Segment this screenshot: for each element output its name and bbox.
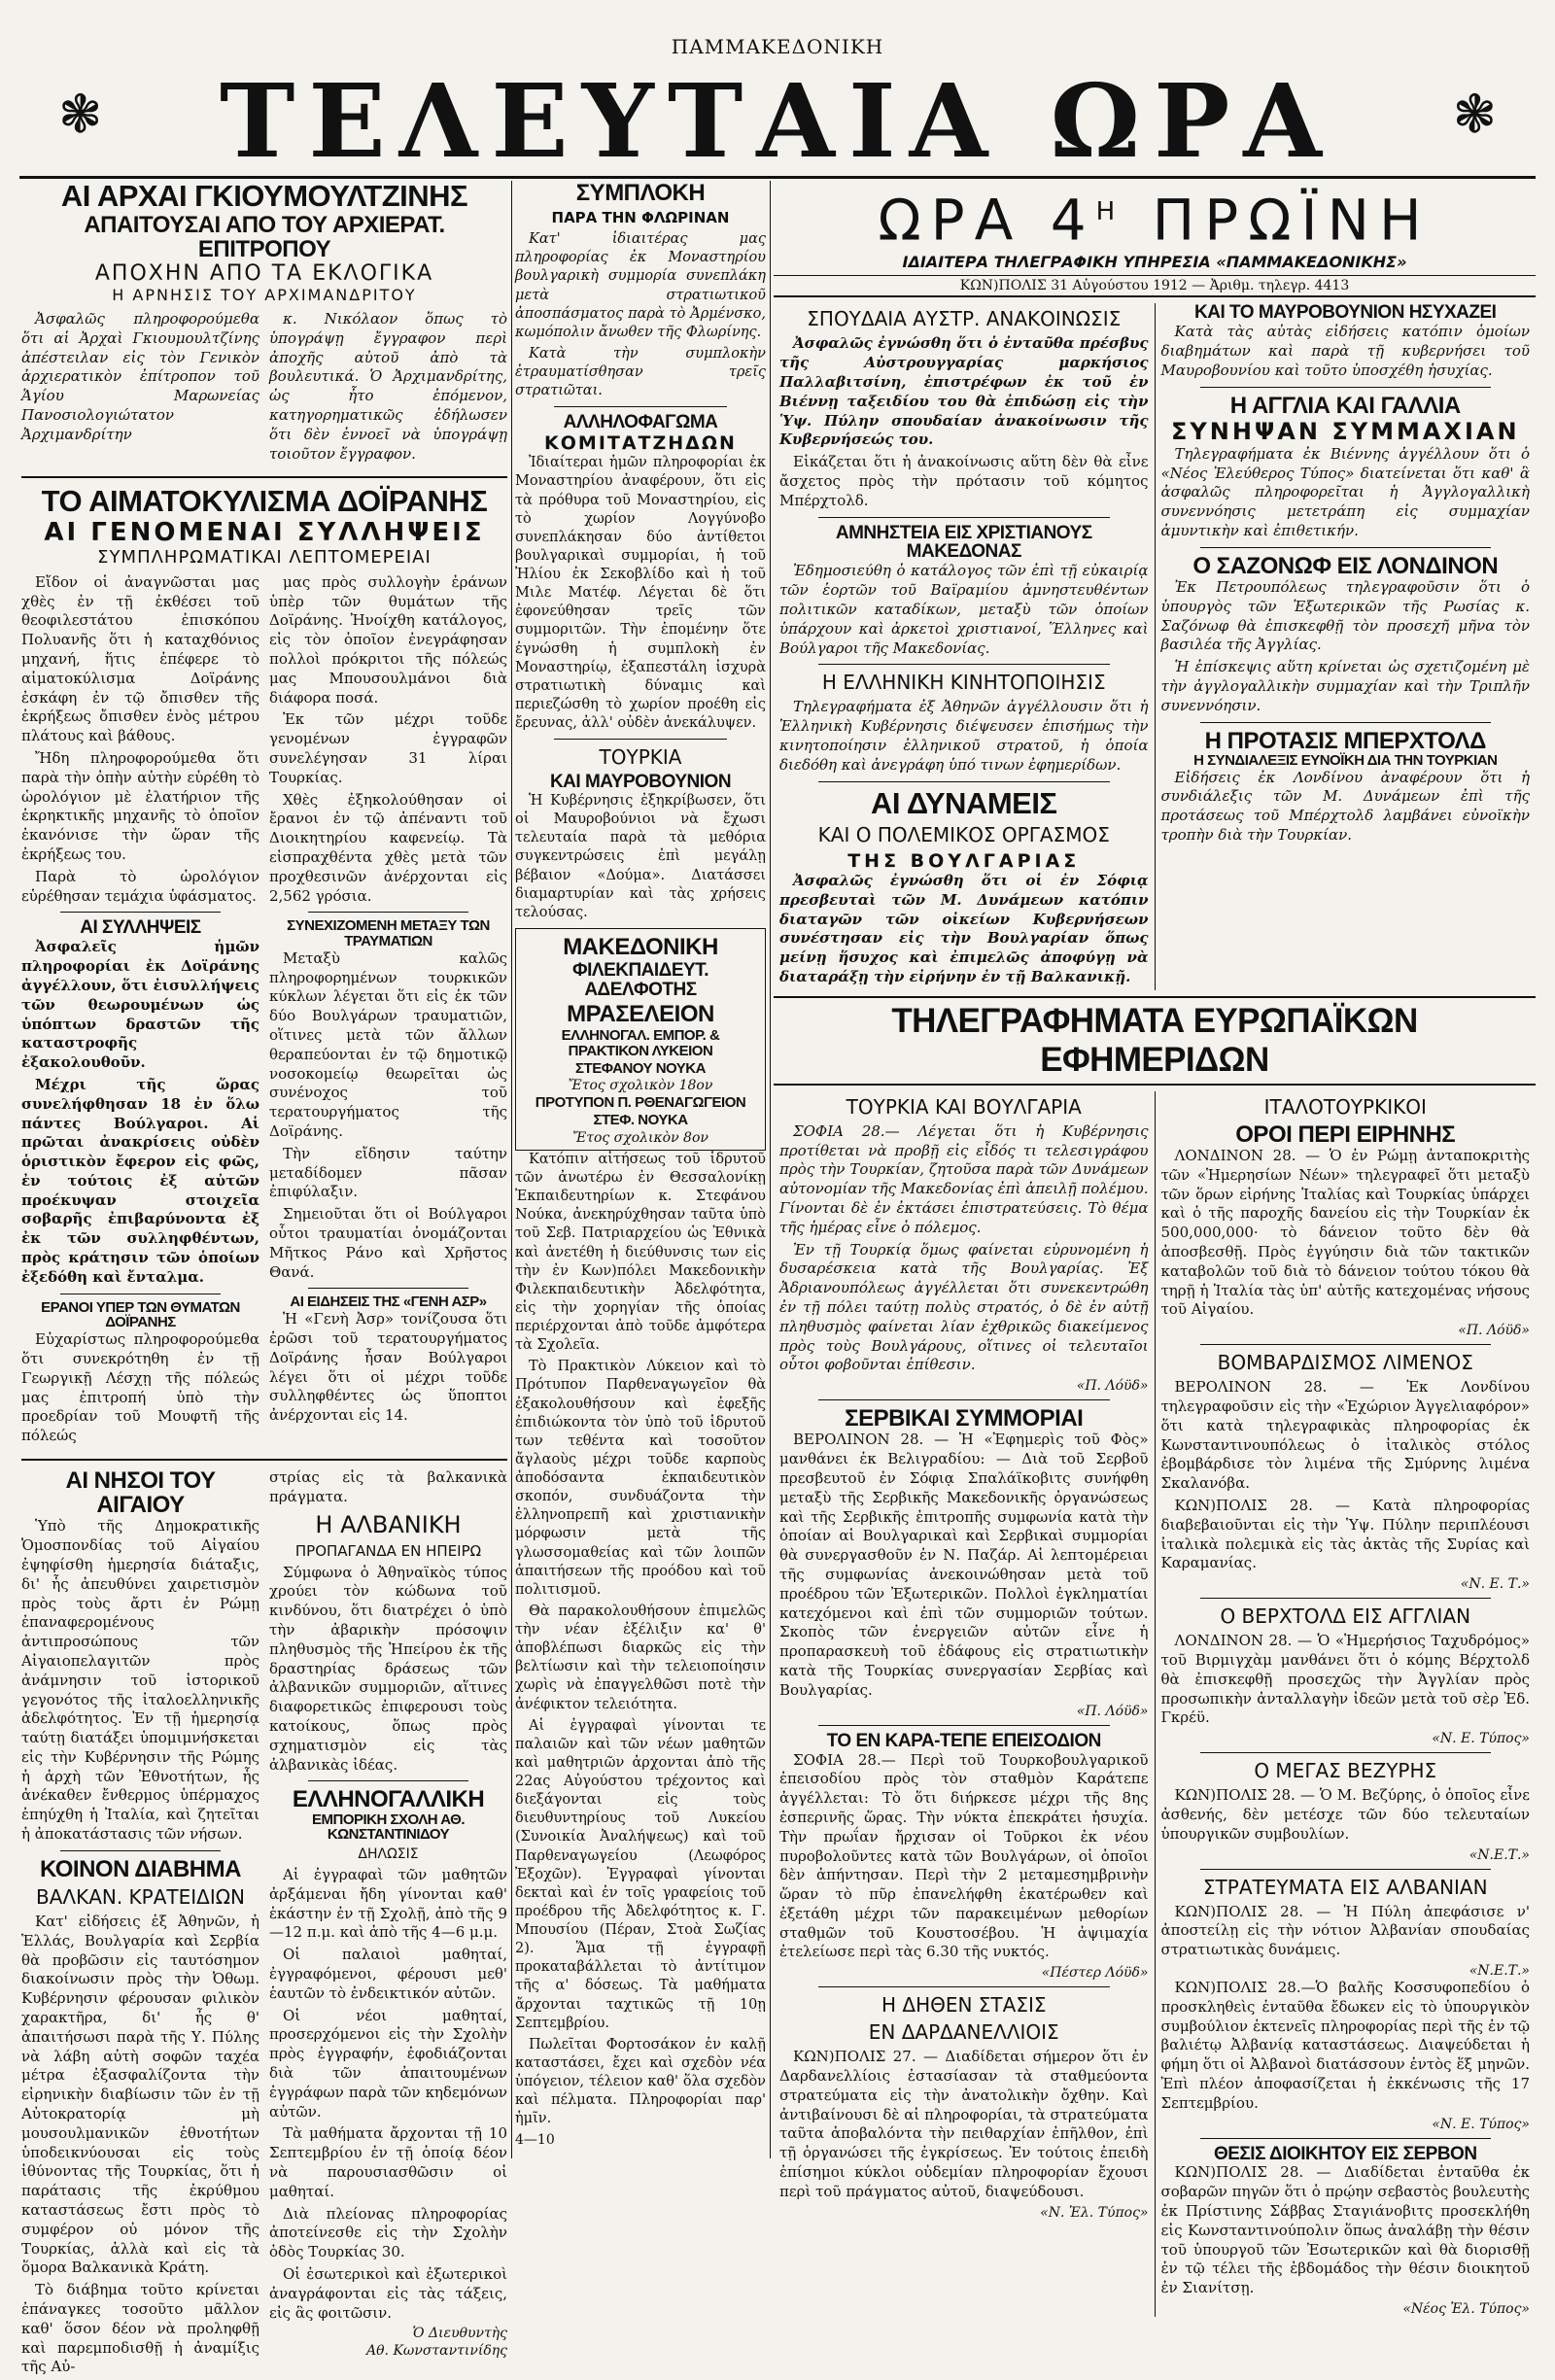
paragraph: Θὰ παρακολουθήσουν ἐπιμελῶς τὴν νέαν ἐξέλιξιν κα' θ' ἀποβλέπωσι διαρκῶς εἰς τὴν βελτίωσιν καὶ τὴν τελειοποίησιν χωρὶς νὰ ἐπαγγελθῶσι ποτὲ τὴν ἀνέφικτον τελειότητα. (515, 1603, 766, 1712)
source: «Νέος Ἐλ. Τύπος» (1402, 2301, 1530, 2318)
headline: ΚΑΙ ΤΟ ΜΑΥΡΟΒΟΥΝΙΟΝ ΗΣΥΧΑΖΕΙ (1194, 302, 1497, 324)
paragraph: Πωλεῖται Φορτοσάκον ἐν καλῇ καταστάσει, ἔχει καὶ σχεδὸν νέα ὑπόγειον, τέλειον καθ' ὅλα σχεδὸν καὶ πέλματα. Πληροφορίαι παρ' ἡμῖν. (515, 2036, 766, 2127)
paragraph: Ἀσφαλῶς πληροφορούμεθα ὅτι αἱ Ἀρχαὶ Γκιουμουλτζίνης ἀπέστειλαν εἰς τὸν Γενικὸν ἀρχιερατικὸν ἐπίτροπον τοῦ Ἁγίου Μαρωνείας Πανοσιολογιώτατον Ἀρχιμανδρίτην (21, 309, 259, 443)
ad-line: Ἔτος σχολικὸν 18ον (568, 1078, 713, 1094)
paragraph: Ὑπὸ τῆς Δημοκρατικῆς Ὁμοσπονδίας τοῦ Αἰγαίου ἐψηφίσθη ἡμερησία διάταξις, δι' ἧς ἀπευθύνει χαιρετισμὸν πρὸς τοὺς ἄρτι ἐν Ρώμῃ ἐπαναφερομένους ἀντιπροσώπους τῶν Αἰγαιοπελαγιτῶν πρὸς ἀνάμνησιν τοῦ ἱστορικοῦ γεγονότος τῆς ἰταλοελληνικῆς ἀδελφότητος. Ἐν τῇ ἡμερησίᾳ ταύτῃ διατάξει ὑπομιμνήσκεται εἰς τὴν Κυβέρνησιν τῆς Ρώμης ἡ ἀρχὴ τῶν Ἐθνοτήτων, ἧς ἀνέκαθεν ἔνθερμος ὑπέρμαχος ἐπηύχθη ἡ Ἰταλία, καὶ ζητεῖται ἡ ἀποκατάστασις τῶν νήσων. (21, 1517, 259, 1844)
headline: ΤΟΥΡΚΙΑ (599, 745, 682, 770)
paragraph: ΛΟΝΔΙΝΟΝ 28. — Ὁ ἐν Ρώμῃ ἀνταποκριτὴς τῶν «Ἡμερησίων Νέων» τηλεγραφεῖ ὅτι μεταξὺ τῶν ὅρων εἰρήνης Ἰταλίας καὶ Τουρκίας ὑπάρχει καὶ ὁ τῆς παροχῆς δανείου εἰς τὴν Τουρκίαν ἐκ 500,000,000· τὸ δάνειον τοῦτο δὲν θὰ ἀποσβεσθῇ. Πρὸς ἐγγύησιν διὰ τῶν τακτικῶν καταβολῶν τοῦ διὰ τὸ δάνειον τούτου τόκου θὰ τηρῇ ἡ Ἰταλία τὰς ὑπ' αὐτῆς κατεχομένας νήσους τοῦ Αἰγαίου. (1160, 1147, 1530, 1319)
title-part: ΩΡΑ 4 (878, 187, 1096, 254)
section-heading: ΑΙ ΕΙΔΗΣΕΙΣ ΤΗΣ «ΓΕΝΗ ΑΣΡ» (290, 1293, 487, 1311)
headline: Η ΑΓΓΛΙΑ ΚΑΙ ΓΑΛΛΙΑ (1229, 392, 1461, 419)
subheadline: ΑΙ ΓΕΝΟΜΕΝΑΙ ΣΥΛΛΗΨΕΙΣ (44, 517, 485, 547)
paragraph: ΚΩΝ)ΠΟΛΙΣ 28. — Διαδίδεται ἐνταῦθα ἐκ σοβαρῶν πηγῶν ὅτι ὁ πρῴην σεβαστὸς βουλευτὴς ἐκ Πρίστινης Σάββας Σταγιάνοβιτς προσεκλήθη εἰς Κωνσταντινούπολιν ὅπως ἀναλάβῃ τὴν θέσιν τοῦ ὑπουργοῦ τῶν Ἐσωτερικῶν καὶ θὰ διορισθῇ ἐν τῷ τέλει τῆς ἑβδομάδος τὴν θέσιν διοικητοῦ ἐν Σιανίτσῃ. (1160, 2163, 1530, 2297)
paragraph: Διὰ πλείονας πληροφορίας ἀποτείνεσθε εἰς τὴν Σχολὴν ὁδὸς Τουρκίας 30. (269, 2204, 507, 2261)
subheadline: ΕΜΠΟΡΙΚΗ ΣΧΟΛΗ ΑΘ. ΚΩΝΣΤΑΝΤΙΝΙΔΟΥ (312, 1811, 465, 1844)
subheadline: ΚΟΜΙΤΑΤΖΗΔΩΝ (544, 432, 737, 455)
paragraph: Μέχρι τῆς ὥρας συνελήφθησαν 18 ἐν ὅλω πάντες Βούλγαροι. Αἱ πρῶται ἀνακρίσεις οὐδὲν ὁριστικὸν ἔφερον εἰς φῶς, ἐν τούτοις ἐξ αὐτῶν προέκυψαν στοιχεῖα σοβαρῆς ἐπιβαρύνοντα ἐξ ἐκ τῶν συλληφθέντων, πρὸς κράτησιν τῶν ὁποίων ἐξεδόθη καὶ ἔνταλμα. (21, 1075, 259, 1286)
source: «Ν.Ε.Τ.» (1469, 1962, 1530, 1979)
masthead-title: ΤΕΛΕΥΤΑΙΑ ΩΡΑ (19, 64, 1536, 179)
headline: ΑΜΝΗΣΤΕΙΑ ΕΙΣ ΧΡΙΣΤΙΑΝΟΥΣ ΜΑΚΕΔΟΝΑΣ (835, 522, 1092, 563)
column-1 (21, 179, 507, 2376)
subheadline: ΤΗΣ ΒΟΥΛΓΑΡΙΑΣ (847, 850, 1081, 873)
source: «Ν.Ε.Τ.» (1469, 1846, 1530, 1863)
paragraph: Οἱ νέοι μαθηταί, προσερχόμενοι εἰς τὴν Σχολὴν πρὸς ἐγγραφήν, ἐφοδιάζονται διὰ τῶν ἀπαιτουμένων ἐγγράφων παρὰ τῶν κηδεμόνων αὐτῶν. (269, 2006, 507, 2121)
section-heading: ΑΙ ΣΥΛΛΗΨΕΙΣ (80, 917, 201, 939)
headline: Η ΔΗΘΕΝ ΣΤΑΣΙΣ (881, 1993, 1047, 2018)
paragraph: ΚΩΝ)ΠΟΛΙΣ 28. — Ἡ Πύλη ἀπεφάσισε ν' ἀποστείλῃ εἰς τὴν νότιον Ἀλβανίαν σπουδαίας στρατιωτικὰς δυνάμεις. (1160, 1902, 1530, 1959)
subheadline: ΠΡΟΠΑΓΑΝΔΑ ΕΝ ΗΠΕΙΡΩ (294, 1541, 482, 1560)
title-sup: Η (1095, 197, 1125, 226)
paragraph: Ἐδημοσιεύθη ὁ κατάλογος τῶν ἐπὶ τῇ εὐκαιρίᾳ τῶν ἑορτῶν τοῦ Βαϊραμίου ἀμνηστευθέντων πολιτικῶν καταδίκων, μεταξὺ τῶν ὁποίων ὑπάρχουν καὶ ἀρκετοὶ χριστιανοί, Ἕλληνες καὶ Βούλγαροι τῆς Μακεδονίας. (779, 562, 1149, 657)
paragraph: Αἱ ἐγγραφαὶ τῶν μαθητῶν ἀρξάμεναι ἤδη γίνονται καθ' ἑκάστην ἐν τῇ Σχολῇ, ἀπὸ τῆς 9—12 π.μ. καὶ ἀπὸ τῆς 4—6 μ.μ. (269, 1866, 507, 1942)
paragraph: Παρὰ τὸ ὡρολόγιον εὑρέθησαν τεμάχια ὑφάσματος. (21, 867, 259, 905)
headline: ΘΕΣΙΣ ΔΙΟΙΚΗΤΟΥ ΕΙΣ ΣΕΡΒΟΝ (1213, 2143, 1477, 2164)
paragraph: Σημειοῦται ὅτι οἱ Βούλγαροι οὗτοι τραυματίαι ὀνομάζονται Μῆτκος Ράνο καὶ Χρῆστος Θανά. (269, 1205, 507, 1281)
ad-line: ΣΤΕΦ. ΝΟΥΚΑ (593, 1112, 688, 1129)
source: «Π. Λόϋδ» (1076, 1703, 1149, 1719)
telegraph-service: ΙΔΙΑΙΤΕΡΑ ΤΗΛΕΓΡΑΦΙΚΗ ΥΠΗΡΕΣΙΑ «ΠΑΜΜΑΚΕΔΟΝΙΚΗΣ» (902, 253, 1407, 272)
paragraph: Τὰ μαθήματα ἄρχονται τῇ 10 Σεπτεμβρίου ἐν τῇ ὁποίᾳ δέον νὰ παρουσιασθῶσιν οἱ μαθηταί. (269, 2124, 507, 2200)
paragraph: Κατὰ τὰς αὐτὰς εἰδήσεις κατόπιν ὁμοίων διαβημάτων καὶ παρὰ τῇ κυβερνήσει τοῦ Μαυροβουνίου καὶ τοῦτο ὑποσχέθη ἡσυχίας. (1160, 323, 1530, 379)
paragraph: Οἱ ἐσωτερικοὶ καὶ ἐξωτερικοὶ ἀναγράφονται εἰς τὰς τάξεις, εἰς ἃς φοιτῶσιν. (269, 2264, 507, 2322)
headline: Ο ΒΕΡΧΤΟΛΔ ΕΙΣ ΑΓΓΛΙΑΝ (1220, 1604, 1471, 1629)
source: «Π. Λόϋδ» (1076, 1378, 1149, 1395)
headline: Ο ΣΑΖΟΝΩΦ ΕΙΣ ΛΟΝΔΙΝΟΝ (1192, 552, 1499, 579)
paragraph: ΛΟΝΔΙΝΟΝ 28. — Ὁ «Ἡμερήσιος Ταχυδρόμος» τοῦ Βιρμιγχὰμ μανθάνει ὅτι ὁ κόμης Βέρχτολδ θὰ ἐπισκεφθῇ προσεχῶς τὴν Ἀγγλίαν πρὸς προσωπικὴν ἀνταλλαγὴν ἰδεῶν μετὰ τοῦ σὲρ Ἐδ. Γκρέϋ. (1160, 1632, 1530, 1727)
paragraph: Τηλεγραφήματα ἐξ Ἀθηνῶν ἀγγέλλουσιν ὅτι ἡ Ἑλληνικὴ Κυβέρνησις διέψευσεν ἐπισήμως τὴν κινητοποίησιν ἑλληνικοῦ στρατοῦ, ἡ ὁποία διεδόθη καὶ ἀνεγράφη ὑπό τινων ἐφημερίδων. (779, 698, 1149, 774)
paragraph: Εὐχαρίστως πληροφορούμεθα ὅτι συνεκρότηθη ἐν τῇ Γεωργικῇ Λέσχῃ τῆς πόλεώς μας ἐπιτροπή ὑπὸ τὴν προεδρίαν τοῦ Μουφτῆ τῆς πόλεώς (21, 1330, 259, 1445)
paragraph: Ἐκ Πετρουπόλεως τηλεγραφοῦσιν ὅτι ὁ ὑπουργὸς τῶν Ἐξωτερικῶν τῆς Ρωσίας κ. Σαζόνωφ θὰ ἐπισκεφθῇ τὸν προσεχῆ μῆνα τὸν βασιλέα τῆς Ἀγγλίας. (1160, 578, 1530, 654)
source: «Ν. Ε. Τύπος» (1432, 2116, 1530, 2132)
paragraph: ΣΟΦΙΑ 28.— Λέγεται ὅτι ἡ Κυβέρνησις προτίθεται νὰ προβῇ εἰς εἶδός τι τελεσιγράφου πρὸς τὴν Τουρκίαν, ζητοῦσα παρὰ τῶν Δυνάμεων αὐτονομίαν τῆς Μακεδονίας ἐπὶ ἀπειλῇ πολέμου. Γίνονται δὲ ἐν ἐκτάσει ἐπιστρατεύσεις. Τὸ θέμα τῆς ἡμέρας εἶνε ὁ πόλεμος. (779, 1121, 1149, 1236)
paragraph: Ἀσφαλῶς ἐγνώσθη ὅτι ὁ ἐνταῦθα πρέσβυς τῆς Αὐστρουγγαρίας μαρκήσιος Παλλαβιτσίνη, ἐπιστρέφων ἐκ τοῦ ἐν Βιέννῃ ταξειδίου του θὰ ἐπιδώσῃ εἰς τὴν Ὑψ. Πύλην σπουδαίαν ἀνακοίνωσιν τῆς Κυβερνήσεώς του. (779, 334, 1149, 449)
paragraph: Χθὲς ἐξηκολούθησαν οἱ ἔρανοι ἐν τῷ ἀπέναντι τοῦ Διοικητηρίου καφενείῳ. Τὰ εἰσπραχθέντα χθὲς μετὰ τῶν προχθεσινῶν ἀνέρχονται εἰς 2,562 γρόσια. (269, 790, 507, 905)
headline: Η ΕΛΛΗΝΙΚΗ ΚΙΝΗΤΟΠΟΙΗΣΙΣ (821, 671, 1106, 695)
source: «Π. Λόϋδ» (1458, 1323, 1530, 1339)
paragraph: ΚΩΝ)ΠΟΛΙΣ 27. — Διαδίδεται σήμερον ὅτι ἐν Δαρδανελλίοις ἐστασίασαν τὰ σταθμεύοντα στρατεύματα εἰς τὴν ἀνατολικὴν ὄχθην. Καὶ ἀντιβαίνουσι δὲ αἱ πληροφορίαι, τὰ στρατεύματα ταῦτα ἀποβαλόντα τὴν πειθαρχίαν ἐπῆλθον, ἐπὶ τῇ ὀργανώσει τῆς ἐγκρίσεως. Ἐν τούτοις ἐπειδὴ ἐπίσημοι κύκλοι οὐδεμίαν πληροφορίαν ἔχουσι περὶ τοῦ πράγματος αὐτοῦ, διαψεύδουσι. (779, 2048, 1149, 2200)
ornament-left-icon: ❃ (58, 84, 103, 145)
paragraph: Τὴν εἴδησιν ταύτην μεταδίδομεν πᾶσαν ἐπιφύλαξιν. (269, 1144, 507, 1201)
late-edition-title (774, 179, 1536, 253)
paragraph: Μεταξὺ καλῶς πληροφορημένων τουρκικῶν κύκλων λέγεται ὅτι εἰς ἐκ τῶν δύο Βουλγάρων τραυματιῶν, οἵτινες μετὰ τῶν ἄλλων θεραπεύονται ἐν τῷ δημοτικῷ νοσοκομείῳ θεωρεῖται ὡς συνένοχος τοῦ τερατουργήματος τῆς Δοϊράνης. (269, 949, 507, 1141)
ad-line: ΠΡΟΤΥΠΟΝ Π. ΡΘΕΝΑΓΩΓΕΙΟΝ (535, 1094, 746, 1112)
paragraph: Κατόπιν αἰτήσεως τοῦ ἱδρυτοῦ τῶν ἀνωτέρω ἐν Θεσσαλονίκῃ Ἐκπαιδευτηρίων κ. Στεφάνου Νούκα, ἀνεκηρύχθησαν ταῦτα ὑπὸ τοῦ Σεβ. Πατριαρχείου ὡς Ἐθνικὰ καὶ ἀνετέθη ἡ διεύθυνσις των εἰς τὴν ἐν Κων)πόλει Μακεδονικὴν Φιλεκπαιδευτικὴν Ἀδελφότητα, εἰς τὴν χορηγίαν τῆς ὁποίας περιέρχονται ἀπὸ τοῦδε ἀμφότερα τὰ Σχολεῖα. (515, 1151, 766, 1354)
subheadline: ΒΑΛΚΑΝ. ΚΡΑΤΕΙΔΙΩΝ (36, 1885, 245, 1910)
dateline: ΚΩΝ)ΠΟΛΙΣ 31 Αὐγούστου 1912 — Ἀριθμ. τηλεγρ. 4413 (774, 275, 1536, 297)
ad-title: ΜΑΚΕΔΟΝΙΚΗ (563, 933, 718, 960)
paragraph: Αἱ ἐγγραφαὶ γίνονται τε παλαιῶν καὶ τῶν νέων μαθητῶν καὶ μαθητριῶν ἀρχονται ἀπὸ τῆς 22ας Αὐγούστου τρέχοντος καὶ διεξάγονται εἰς τοὺς διευθυντηρίους τοῦ Λυκείου (Συνοικία Ἀναλήψεως) καὶ τοῦ Παρθεναγωγείου (Λεωφόρος Ἐξοχῶν). Ἐγγραφαὶ γίνονται δεκταὶ καὶ ἐν τοῖς γραφείοις τοῦ προέδρου τῆς Ἀδελφότητος κ. Γ. Μπουσίου (Πέραν, Στοὰ Σωζίας 2). Ἅμα τῇ ἐγγραφῇ προκαταβάλλεται τὸ ἀντίτιμον τῆς α' δόσεως. Τὰ μαθήματα ἄρχονται ταχτικῶς τῇ 10ῃ Σεπτεμβρίου. (515, 1717, 766, 2031)
headline: ΑΙ ΑΡΧΑΙ ΓΚΙΟΥΜΟΥΛΤΖΙΝΗΣ (60, 179, 468, 213)
headline: Η ΑΛΒΑΝΙΚΗ (315, 1510, 462, 1538)
paragraph: Οἱ παλαιοὶ μαθηταί, ἐγγραφόμενοι, φέρουσι μεθ' ἑαυτῶν τὸ ἐνδεικτικόν αὐτῶν. (269, 1946, 507, 2002)
subheadline: Η ΣΥΝΔΙΑΛΕΞΙΣ ΕΥΝΟΪΚΗ ΔΙΑ ΤΗΝ ΤΟΥΡΚΙΑΝ (1193, 751, 1498, 769)
headline: ΚΟΙΝΟΝ ΔΙΑΒΗΜΑ (40, 1855, 241, 1882)
headline: ΒΟΜΒΑΡΔΙΣΜΟΣ ΛΙΜΕΝΟΣ (1217, 1351, 1473, 1375)
article-doirani (21, 486, 507, 1449)
headline: ΤΟ ΑΙΜΑΤΟΚΥΛΙΣΜΑ ΔΟΪΡΑΝΗΣ (41, 484, 488, 519)
column-3 (774, 181, 1536, 2318)
paragraph: Κατὰ τὴν συμπλοκὴν ἐτραυματίσθησαν τρεῖς στρατιῶται. (515, 345, 766, 399)
paragraph: ΚΩΝ)ΠΟΛΙΣ 28.—Ὁ βαλῆς Κοσσυφοπεδίου ὁ προσκληθεὶς ἐνταῦθα ἔδωκεν εἰς τὸ ὑπουργικὸν συμβούλιον ἐκτενεῖς πληροφορίας περὶ τῆς ἐν τῷ βαλιέτῳ Ἀλβανίᾳ καταστάσεως. Διαψεύδεται ἡ φήμη ὅτι οἱ Ἀλβανοὶ διατάσσουν ἐντὸς ἕξ μηνῶν. Ἐπὶ πλέον ἀποφασίζεται ἡ ἐκκένωσις τῆς 17 Σεπτεμβρίου. (1160, 1978, 1530, 2112)
paragraph: κ. Νικόλαον ὅπως τὸ ὑπογράψῃ ἔγγραφον περὶ ἀποχῆς αὐτοῦ ἀπὸ τὰ βουλευτικά. Ὁ Ἀρχιμανδρίτης, ὡς ἦτο ἑπόμενον, κατηγορηματικῶς ἐδήλωσεν ὅτι δὲν ἐννοεῖ νὰ ὑπογράψῃ τοιοῦτον ἔγγραφον. (269, 309, 507, 463)
article-gkioumoultzini (21, 181, 507, 466)
ad-line: ΣΤΕΦΑΝΟΥ ΝΟΥΚΑ (575, 1059, 706, 1077)
subheadline: Η ΑΡΝΗΣΙΣ ΤΟΥ ΑΡΧΙΜΑΝΔΡΙΤΟΥ (112, 285, 417, 304)
paragraph: στρίας εἰς τὰ βαλκανικὰ πράγματα. (269, 1467, 507, 1505)
paper-name: ΠΑΜΜΑΚΕΔΟΝΙΚΗ (671, 35, 884, 58)
paragraph: Ἀσφαλῶς ἐγνώσθη ὅτι οἱ ἐν Σόφιᾳ πρεσβευταὶ τῶν Μ. Δυνάμεων κατόπιν διαταγῶν τῶν οἰκείων Κυβερνήσεων συνέστησαν εἰς τὴν Βουλγαρίαν ὅπως μείνῃ ἥσυχος καὶ ἐπιμελῶς ἀποφύγῃ νὰ διαταράξῃ τὴν εἰρήνην ἐν τῇ Βαλκανικῇ. (779, 872, 1149, 986)
paragraph: Τηλεγραφήματα ἐκ Βιέννης ἀγγέλλουν ὅτι ὁ «Νέος Ἐλεύθερος Τύπος» διατείνεται ὅτι καθ' ἃ ἀσφαλῶς πληροφορεῖται ἡ Ἀγγλογαλλικὴ συνεννόησις μετετράπη εἰς συμμαχίαν ἀμυντικὴν καὶ ἐπιθετικήν. (1160, 444, 1530, 540)
source: «Ν. Ἐλ. Τύπος» (1040, 2204, 1149, 2221)
headline: ΣΕΡΒΙΚΑΙ ΣΥΜΜΟΡΙΑΙ (845, 1405, 1084, 1432)
subheadline: ΟΡΟΙ ΠΕΡΙ ΕΙΡΗΝΗΣ (1235, 1121, 1456, 1148)
subheadline: ΠΑΡΑ ΤΗΝ ΦΛΩΡΙΝΑΝ (551, 209, 730, 227)
paragraph: ΒΕΡΟΛΙΝΟΝ 28. — Ἡ «Ἐφημερὶς τοῦ Φὸς» μανθάνει ἐκ Βελιγραδίου: — Διὰ τοῦ Σερβοῦ πρεσβευτοῦ ἐν Σόφιᾳ Σπαλάϊκοβιτς συνήφθη μεταξὺ τῆς Σερβικῆς Μακεδονικῆς ὀργανώσεως καὶ τῆς Σερβικῆς ἐπιτροπῆς συμφωνία κατὰ τὴν ὁποίαν αἱ Βουλγαρικαὶ καὶ Σερβικαὶ συμμορίαι θὰ συνεργασθοῦν ἐν Ν. Παζάρ. Αἱ λεπτομέρειαι τῆς συμφωνίας ἀνεκοινώθησαν μετὰ τοῦ προέδρου τῶν Ἐξωτερικῶν. Πολλοὶ ἐγκληματίαι κατεχόμενοι καὶ ἐπὶ τῶν συμμοριῶν τούτων. Σκοπὸς τῶν ἐνεργειῶν αὐτῶν εἶνε ἡ προπαρασκευὴ τοῦ ἐδάφους εἰς στρατιωτικὴν κατὰ τῆς Τουρκίας συνεργασίαν Σερβίας καὶ Βουλγαρίας. (779, 1431, 1149, 1699)
paragraph: Κατ' ἰδιαιτέρας μας πληροφορίας ἐκ Μοναστηρίου βουλγαρικὴ συμμορία συνεπλάκη μετὰ στρατιωτικοῦ ἀποσπάσματος παρὰ τὸ Ἀρμένσκο, κωμόπολιν ἄνωθεν τῆς Φλωρίνης. (515, 231, 766, 340)
paragraph: Ἤδη πληροφορούμεθα ὅτι παρὰ τὴν ὀπὴν αὐτὴν εὑρέθη τὸ ὡρολόγιον μὲ ἐλατήριον τῆς ἐκρηκτικῆς μηχανῆς τὸ ὁποῖον ἐκανόνισε τὴν ὥραν τῆς ἐκρήξεως του. (21, 749, 259, 863)
paragraph: Κατ' εἰδήσεις ἐξ Ἀθηνῶν, ἡ Ἑλλάς, Βουλγαρία καὶ Σερβία θὰ προβῶσιν εἰς ταυτόσημον διακοίνωσιν πρὸς τὴν Ὀθωμ. Κυβέρνησιν φέρουσαν φιλικὸν χαρακτῆρα, δι' ἧς θ' ἀπαιτήσωσι παρὰ τῆς Υ. Πύλης νὰ λάβη αὐτὴ σοφῶν ταχέα μέτρα ἐξασφαλίζοντα τὴν εἰρηνικὴν διαβίωσιν τῶν ἐν τῇ Αὐτοκρατορίᾳ μὴ μουσουλμανικῶν ἐθνοτήτων ὑποδεικνύουσαι εἰς τοὺς ἰθύνοντας τῆς Τουρκίας, ὅτι ἡ παράτασις τῆς ἐκρύθμου καταστάσεως ἔστι πρὸς τὸ συμφέρον οὐ μόνον τῆς Τουρκίας, ἀλλὰ καὶ εἰς τὰ ὅμορα Βαλκανικὰ Κράτη. (21, 1913, 259, 2277)
subheadline: ΚΑΙ ΜΑΥΡΟΒΟΥΝΙΟΝ (549, 772, 732, 793)
section-banner: ΤΗΛΕΓΡΑΦΗΜΑΤΑ ΕΥΡΩΠΑΪΚΩΝ ΕΦΗΜΕΡΙΔΩΝ (774, 996, 1536, 1086)
paragraph: Τὸ Πρακτικὸν Λύκειον καὶ τὸ Πρότυπον Παρθεναγωγεῖον θὰ ἐξακολουθήσουν καὶ ἐφεξῆς ἐπιδιώκοντα τὸν ὑπὸ τοῦ ἱδρυτοῦ των τεθέντα καὶ τοσοῦτον ἄγλαοὺς μέχρι τοῦδε καρποὺς ἀποδόσαντα ἐκπαιδευτικὸν σκοπόν, συνδυάζοντα τὴν ἑλληνοπρεπῆ καὶ χριστιανικὴν μόρφωσιν μετὰ τῆς γλωσσομαθείας καὶ τῶν λοιπῶν ἀπαιτήσεων τῆς προόδου καὶ τοῦ πολιτισμοῦ. (515, 1359, 766, 1598)
column-2 (515, 181, 766, 2158)
headline: ΤΟΥΡΚΙΑ ΚΑΙ ΒΟΥΛΓΑΡΙΑ (846, 1094, 1082, 1119)
ad-line: ΦΙΛΕΚΠΑΙΔΕΥΤ. ΑΔΕΛΦΟΤΗΣ (572, 960, 708, 1001)
headline: Ο ΜΕΓΑΣ ΒΕΖΥΡΗΣ (1254, 1759, 1437, 1783)
signature: Αθ. Κωνσταντινίδης (366, 2343, 507, 2360)
ad-code: 4—10 (515, 2132, 555, 2149)
subheadline: ΔΗΛΩΣΙΣ (358, 1846, 419, 1862)
paragraph: Ἡ ἐπίσκεψις αὕτη κρίνεται ὡς σχετιζομένη μὲ τὴν ἀγγλογαλλικὴν συμμαχίαν καὶ τὴν Τριπλῆν συνεννόησιν. (1160, 658, 1530, 714)
ornament-right-icon: ❃ (1452, 84, 1497, 145)
ad-line: ΕΛΛΗΝΟΓΑΛ. ΕΜΠΟΡ. & ΠΡΑΚΤΙΚΟΝ ΛΥΚΕΙΟΝ (561, 1027, 720, 1059)
paragraph: Εἰκάζεται ὅτι ἡ ἀνακοίνωσις αὕτη δὲν θὰ εἶνε ἄσχετος πρὸς τὴν πρότασιν τοῦ κόμητος Μπέρχτολδ. (779, 453, 1149, 509)
paragraph: ΣΟΦΙΑ 28.— Περὶ τοῦ Τουρκοβουλγαρικοῦ ἐπεισοδίου πρὸς τὸν σταθμὸν Καράτεπε ἀγγέλλεται: Τὸ ὅτι διήρκεσε μέχρι τῆς 8ης ἑσπερινῆς ὥρας. Τὴν νύκτα ἐπεκράτει ἡσυχία. Τὴν πρωΐαν ἤρχισαν οἱ Τοῦρκοι ἐκ νέου πυροβολοῦντες κατὰ τῶν Βουλγάρων, οἱ ὁποῖοι δὲν ἀπήντησαν. Περὶ τὴν 2 μεταμεσημβρινὴν ὥραν τὸ πῦρ ἐπανελήφθη ἑκατέρωθεν καὶ ἐξετάθη μέχρι τῶν παρακειμένων μεθορίων σταθμῶν τοῦ Κουστοσέβου. Ἡ ἀψιμαχία ἐτελείωσε περὶ τὰς 6.30 τῆς νυκτός. (779, 1750, 1149, 1961)
source: «Ν. Ε. Τ.» (1460, 1576, 1530, 1593)
paragraph: ΚΩΝ)ΠΟΛΙΣ 28. — Ὁ Μ. Βεζύρης, ὁ ὁποῖος εἶνε ἀσθενής, δὲν μετέσχε τῶν δύο τελευταίων ὑπουργικῶν συμβουλίων. (1160, 1786, 1530, 1843)
paragraph: Ἡ Κυβέρνησις ἐξηκρίβωσεν, ὅτι οἱ Μαυροβούνιοι νὰ ἔχωσι τελευταία παρὰ τὰ μεθόρια συγκεντρώσεις ἐπὶ μεγάλῃ βέβαιον «Δούμα». Διατάσσει διαμαρτυρίαν καὶ τὰς χρήσεις τελούσας. (515, 793, 766, 920)
title-part: ΠΡΩΪΝΗ (1152, 187, 1432, 254)
paragraph: ΚΩΝ)ΠΟΛΙΣ 28. — Κατὰ πληροφορίας διαβεβαιοῦνται εἰς τὴν Ὑψ. Πύλην περιπλέουσι ἰταλικὰ πολεμικὰ εἰς τὰς ἀκτὰς τῆς Συρίας καὶ Καραμανίας. (1160, 1497, 1530, 1572)
headline: ΙΤΑΛΟΤΟΥΡΚΙΚΟΙ (1263, 1094, 1427, 1119)
paragraph: ΒΕΡΟΛΙΝΟΝ 28. — Ἐκ Λονδίνου τηλεγραφοῦσιν εἰς τὴν «Ἐχώριον Ἀγγελιαφόρον» ὅτι κατὰ τηλεγραφικὰς πληροφορίας ἐκ Κωνσταντινουπόλεως ὁ ἰταλικὸς στόλος ἐβομβάρδισε τὸν λιμένα τῆς Σμύρνης λιμένα Σκαλανόβα. (1160, 1378, 1530, 1493)
paragraph: Ἡ «Γενὴ Ἀσρ» τονίζουσα ὅτι ἐρῶσι τοῦ τερατουργήματος Δοϊράνης ἦσαν Βούλγαροι λέγει ὅτι οἱ μέχρι τοῦδε συλληφθέντες ὡς ὕποπτοι ἀνέρχονται εἰς 14. (269, 1310, 507, 1425)
source: «Πέστερ Λόϋδ» (1041, 1965, 1149, 1982)
signature: Ὁ Διευθυντὴς (412, 2326, 507, 2342)
headline: ΕΛΛΗΝΟΓΑΛΛΙΚΗ (292, 1786, 485, 1813)
paragraph: Ἀσφαλεῖς ἡμῶν πληροφορίαι ἐκ Δοϊράνης ἀγγέλλουν, ὅτι ἐισυλλήψεις τῶν θεωρουμένων ὡς ὑπόπτων δραστῶν τῆς καταστροφῆς ἐξακολουθοῦν. (21, 938, 259, 1072)
source: «Ν. Ε. Τύπος» (1432, 1731, 1530, 1747)
headline: ΣΤΡΑΤΕΥΜΑΤΑ ΕΙΣ ΑΛΒΑΝΙΑΝ (1202, 1875, 1488, 1899)
subheadline: ΚΑΙ Ο ΠΟΛΕΜΙΚΟΣ ΟΡΓΑΣΜΟΣ (817, 823, 1110, 847)
subheadline: ΣΥΝΗΨΑΝ ΣΥΜΜΑΧΙΑΝ (1170, 417, 1520, 445)
section-heading: ΕΡΑΝΟΙ ΥΠΕΡ ΤΩΝ ΘΥΜΑΤΩΝ ΔΟΪΡΑΝΗΣ (41, 1298, 240, 1331)
paragraph: Ἐν τῇ Τουρκίᾳ ὅμως φαίνεται εὐρυνομένη ἡ δυσαρέσκεια κατὰ τῆς Βουλγαρίας. Ἐξ Ἀδριανουπόλεως ἀγγέλλεται ὅτι συνεκεντρώθη ἐν τῇ πόλει ταύτῃ πολὺς στρατός, ὁ δὲ ἐν αὐτῇ πληθυσμὸς φαίνεται λίαν ἐχθρικῶς διακείμενος πρὸς τοὺς Βουλγάρους, οἵτινες οἱ τελευταῖοι οὗτοι φοβοῦνται ἐπίθεσιν. (779, 1240, 1149, 1374)
section-heading: ΣΥΝΕΧΙΖΟΜΕΝΗ ΜΕΤΑΞΥ ΤΩΝ ΤΡΑΥΜΑΤΙΩΝ (287, 917, 490, 950)
paragraph: Εἰδήσεις ἐκ Λονδίνου ἀναφέρουν ὅτι ἡ συνδιάλεξις τῶν Μ. Δυνάμεων ἐπὶ τῆς προτάσεως τοῦ Μπέρχτολδ λαμβάνει εὐνοϊκὴν τροπὴν διὰ τὴν Τουρκίαν. (1160, 768, 1530, 844)
headline: ΣΠΟΥΔΑΙΑ ΑΥΣΤΡ. ΑΝΑΚΟΙΝΩΣΙΣ (807, 307, 1122, 331)
subheadline: ΑΠΑΙΤΟΥΣΑΙ ΑΠΟ ΤΟΥ ΑΡΧΙΕΡΑΤ. ΕΠΙΤΡΟΠΟΥ (84, 211, 445, 262)
paragraph: Ἐκ τῶν μέχρι τοῦδε γενομένων ἐγγραφῶν συνελέγησαν 31 λίραι Τουρκίας. (269, 710, 507, 786)
school-advertisement (515, 928, 766, 1151)
subheadline: ΑΠΟΧΗΝ ΑΠΟ ΤΑ ΕΚΛΟΓΙΚΑ (94, 260, 434, 286)
paragraph: Ἰδιαίτεραι ἡμῶν πληροφορίαι ἐκ Μοναστηρίου ἀναφέρουν, ὅτι εἰς τὰ πρόθυρα τοῦ Μοναστηρίου, εἰς τὸ χωρίον Λογγύνοβο συνεπλάκησαν δύο ἀντίθετοι βουλγαρικαὶ συμμορίαι, ἡ τοῦ Ἠλίου ἐκ Σεκοβλίδο καὶ ἡ τοῦ Μιλε Ματέφ. Λέγεται δὲ ὅτι ἐφονεύθησαν τρεῖς τῶν συμμοριτῶν. Τὴν ἑπομένην ὅτε ἐγνώσθη ἡ συμπλοκὴ ἐν Μοναστηρίῳ, ἐξαπεστάλη ἰσχυρὰ στρατιωτικὴ δύναμις καὶ περιεζώσθη τὸ χωρίον προέθη εἰς ἔρευνας, ἀλλ' οὐδὲν ἀνεκάλυψεν. (515, 455, 766, 731)
headline: Η ΠΡΟΤΑΣΙΣ ΜΠΕΡΧΤΟΛΔ (1204, 727, 1486, 754)
headline: ΤΟ ΕΝ ΚΑΡΑ-ΤΕΠΕ ΕΠΕΙΣΟΔΙΟΝ (826, 1730, 1101, 1751)
headline: ΑΙ ΝΗΣΟΙ ΤΟΥ ΑΙΓΑΙΟΥ (65, 1466, 216, 1519)
ad-line: Ἔτος σχολικὸν 8ον (572, 1129, 708, 1146)
headline: ΑΙ ΔΥΝΑΜΕΙΣ (870, 785, 1057, 820)
ad-line: ΜΡΑΣΕΛΕΙΟΝ (567, 1001, 714, 1027)
paragraph: Τὸ διάβημα τοῦτο κρίνεται ἐπάναγκες τοσοῦτο μᾶλλον καθ' ὅσον δέον νὰ προληφθῇ καὶ παρεμποδισθῇ ἡ ἀναμίξις τῆς Αὐ- (21, 2281, 259, 2376)
subheadline: ΕΝ ΔΑΡΔΑΝΕΛΛΙΟΙΣ (868, 2020, 1059, 2045)
subheadline: ΣΥΜΠΛΗΡΩΜΑΤΙΚΑΙ ΛΕΠΤΟΜΕΡΕΙΑΙ (97, 546, 432, 568)
paragraph: Σύμφωνα ὁ Ἀθηναϊκὸς τύπος χρούει τὸν κώδωνα τοῦ κινδύνου, ὅτι διατρέχει ὁ ὑπὸ τὴν ἀβαρικὴν πρόσοψιν πληθυσμὸς τῆς Ἠπείρου ἐκ τῆς δραστηρίας δράσεως τῶν ἀλβανικῶν συμμοριῶν, αἵτινες διαφορετικῶς ἐπιφερουσι τοὺς κατοίκους, ὅπως πρὸς σχηματισμὸν εἰς τὰς ἀλβανικὰς ἰδέας. (269, 1563, 507, 1774)
paragraph: μας πρὸς συλλογὴν ἐράνων ὑπὲρ τῶν θυμάτων τῆς Δοϊράνης. Ἠνοίχθη κατάλογος, εἰς τὸν ὁποῖον ἐνεγράφησαν πολλοὶ πρόκριτοι τῆς πόλεώς μας Μπουσουλμάνοι διὰ διάφορα ποσά. (269, 572, 507, 707)
paragraph: Εἴδον οἱ ἀναγνῶσται μας χθὲς ἐν τῇ ἐκθέσει τοῦ θεοφιλεστάτου ἐπισκόπου Πολυανῆς ὅτι ἡ καταχθόνιος μηχανή, ἥτις ἐπέφερε τὸ αἱματοκύλισμα Δοϊράνης ἐσκάφη ἐν τῷ ὄπισθεν τῆς ἐκρήξεως ὄπισθεν ἐνὸς μέτρου πλάτους καὶ βάθους. (21, 572, 259, 745)
headline: ΑΛΛΗΛΟΦΑΓΩΜΑ (563, 412, 718, 433)
headline: ΣΥΜΠΛΟΚΗ (575, 180, 706, 206)
